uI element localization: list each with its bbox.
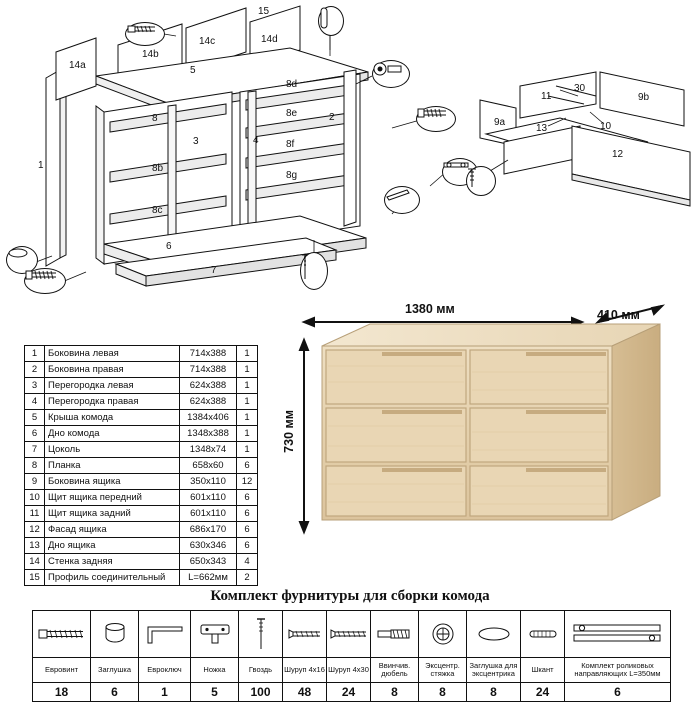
kit-cell-euro-key (139, 611, 191, 658)
part-size: 624x388 (180, 378, 237, 394)
part-qty: 6 (237, 506, 258, 522)
part-size: 350x110 (180, 474, 237, 490)
part-size: 1348x388 (180, 426, 237, 442)
part-qty: 1 (237, 378, 258, 394)
part-label-8a: 8 (152, 113, 158, 124)
part-label-8c: 8c (152, 205, 163, 216)
part-no: 5 (25, 410, 45, 426)
kit-label-11: Комплект роликовых направляющих L=350мм (565, 658, 671, 683)
part-qty: 1 (237, 394, 258, 410)
part-label-3: 3 (193, 136, 199, 147)
euro-screw-icon (38, 627, 86, 641)
table-row (25, 362, 258, 378)
part-qty: 4 (237, 554, 258, 570)
part-label-30: 30 (574, 83, 586, 94)
handle-icon (385, 187, 411, 201)
kit-qty-0: 18 (33, 683, 91, 702)
callout-dowel-icon (318, 6, 344, 36)
kit-label-6: Шуруп 4х30 (327, 658, 371, 683)
table-row (25, 378, 258, 394)
table-row (25, 410, 258, 426)
table-row (25, 554, 258, 570)
table-row (25, 522, 258, 538)
kit-qty-11: 6 (565, 683, 671, 702)
kit-icons-row (33, 611, 671, 658)
part-name: Планка (45, 458, 180, 474)
dresser-photo-block (282, 300, 682, 560)
euro-key-icon (144, 623, 186, 645)
part-size: 1384x406 (180, 410, 237, 426)
table-row (25, 394, 258, 410)
kit-label-9: Заглушка для эксцентрика (467, 658, 521, 683)
table-row (25, 442, 258, 458)
part-qty: 2 (237, 570, 258, 586)
hardware-kit-title: Комплект фурнитуры для сборки комода (210, 588, 490, 604)
part-label-1: 1 (38, 160, 44, 171)
part-qty: 1 (237, 362, 258, 378)
table-row (25, 426, 258, 442)
part-qty: 1 (237, 410, 258, 426)
nail-icon (255, 617, 267, 651)
part-no: 15 (25, 570, 45, 586)
part-label-2: 2 (329, 112, 335, 123)
kit-qty-6: 24 (327, 683, 371, 702)
part-label-5: 5 (190, 65, 196, 76)
screw-4x30-icon (330, 628, 368, 640)
parts-list-table (24, 345, 258, 586)
kit-labels-row (33, 658, 671, 683)
cap-icon (7, 247, 29, 259)
callout-handle-icon (384, 186, 420, 214)
dowel-icon (528, 628, 558, 640)
part-no: 6 (25, 426, 45, 442)
table-row (25, 474, 258, 490)
table-row (25, 506, 258, 522)
kit-cell-cam-lock (419, 611, 467, 658)
part-label-6: 6 (166, 241, 172, 252)
kit-cell-leg (191, 611, 239, 658)
part-no: 8 (25, 458, 45, 474)
kit-label-0: Евровинт (33, 658, 91, 683)
part-no: 1 (25, 346, 45, 362)
part-name: Фасад ящика (45, 522, 180, 538)
kit-qty-1: 6 (91, 683, 139, 702)
part-name: Цоколь (45, 442, 180, 458)
kit-cell-euro-screw (33, 611, 91, 658)
table-row (25, 458, 258, 474)
kit-label-5: Шуруп 4х16 (283, 658, 327, 683)
part-label-8d: 8d (286, 79, 298, 90)
height-dimension-label: 730 мм (282, 410, 296, 453)
part-size: 714x388 (180, 346, 237, 362)
callout-cam-lock-icon (372, 60, 410, 88)
part-qty: 12 (237, 474, 258, 490)
part-name: Крыша комода (45, 410, 180, 426)
kit-label-1: Заглушка (91, 658, 139, 683)
kit-qty-9: 8 (467, 683, 521, 702)
part-qty: 6 (237, 458, 258, 474)
part-label-11: 11 (541, 91, 552, 102)
kit-cell-nail (239, 611, 283, 658)
table-row (25, 490, 258, 506)
kit-cell-screw-4x30 (327, 611, 371, 658)
leg-icon (198, 622, 232, 646)
part-label-14a: 14a (69, 60, 86, 71)
kit-label-4: Гвоздь (239, 658, 283, 683)
part-size: 650x343 (180, 554, 237, 570)
part-size: 630x346 (180, 538, 237, 554)
nail-icon (301, 253, 309, 281)
part-size: 1348x74 (180, 442, 237, 458)
screw2-icon (467, 167, 477, 189)
part-qty: 6 (237, 490, 258, 506)
slide-rail-icon (572, 621, 664, 647)
part-qty: 1 (237, 346, 258, 362)
part-size: 714x388 (180, 362, 237, 378)
depth-dimension-label: 410 мм (597, 308, 640, 322)
part-size: L=662мм (180, 570, 237, 586)
part-label-12: 12 (612, 149, 624, 160)
callout-confirmat-icon (24, 268, 66, 294)
kit-qty-2: 1 (139, 683, 191, 702)
part-label-14d: 14d (261, 34, 278, 45)
screw-icon (126, 23, 158, 35)
part-no: 11 (25, 506, 45, 522)
part-name: Боковина левая (45, 346, 180, 362)
part-label-8g: 8g (286, 170, 298, 181)
kit-label-10: Шкант (521, 658, 565, 683)
euro-screw-icon (417, 107, 449, 119)
part-name: Профиль соединительный (45, 570, 180, 586)
kit-qty-3: 5 (191, 683, 239, 702)
part-no: 10 (25, 490, 45, 506)
kit-cell-screw-4x16 (283, 611, 327, 658)
part-no: 13 (25, 538, 45, 554)
callout-nail-icon (300, 252, 328, 290)
part-no: 7 (25, 442, 45, 458)
dresser-svg (282, 300, 682, 560)
kit-label-7: Ввинчив. дюбель (371, 658, 419, 683)
part-label-15: 15 (258, 6, 270, 17)
kit-cell-slide-rail (565, 611, 671, 658)
kit-cell-cap (91, 611, 139, 658)
part-label-10: 10 (600, 121, 612, 132)
cam-cap-icon (477, 626, 511, 642)
kit-cell-screw-in-dowel (371, 611, 419, 658)
callout-euro-screw-icon (416, 106, 456, 132)
part-qty: 6 (237, 538, 258, 554)
part-name: Дно ящика (45, 538, 180, 554)
screw-4x16-icon (288, 628, 322, 640)
kit-qty-5: 48 (283, 683, 327, 702)
part-name: Перегородка левая (45, 378, 180, 394)
confirmat-icon (25, 269, 59, 281)
part-name: Дно комода (45, 426, 180, 442)
part-label-14b: 14b (142, 49, 159, 60)
part-label-9b: 9b (638, 92, 650, 103)
part-size: 624x388 (180, 394, 237, 410)
part-name: Боковина ящика (45, 474, 180, 490)
part-no: 2 (25, 362, 45, 378)
table-row (25, 570, 258, 586)
kit-label-2: Евроключ (139, 658, 191, 683)
part-no: 9 (25, 474, 45, 490)
part-name: Щит ящика задний (45, 506, 180, 522)
kit-qty-8: 8 (419, 683, 467, 702)
part-name: Стенка задняя (45, 554, 180, 570)
part-name: Щит ящика передний (45, 490, 180, 506)
width-dimension-label: 1380 мм (405, 302, 455, 316)
kit-label-3: Ножка (191, 658, 239, 683)
part-label-14c: 14c (199, 36, 216, 47)
part-label-13: 13 (536, 123, 548, 134)
screw-in-dowel-icon (377, 627, 413, 641)
kit-qty-7: 8 (371, 683, 419, 702)
hardware-kit-table (32, 610, 671, 702)
kit-qty-4: 100 (239, 683, 283, 702)
part-name: Боковина правая (45, 362, 180, 378)
part-label-9a: 9a (494, 117, 506, 128)
part-qty: 6 (237, 522, 258, 538)
part-size: 601x110 (180, 506, 237, 522)
exploded-svg (0, 0, 700, 300)
cam-lock-icon (430, 621, 456, 647)
part-no: 12 (25, 522, 45, 538)
part-label-4: 4 (253, 135, 259, 146)
part-qty: 1 (237, 442, 258, 458)
part-size: 658x60 (180, 458, 237, 474)
part-label-8b: 8b (152, 163, 164, 174)
part-size: 686x170 (180, 522, 237, 538)
kit-qty-10: 24 (521, 683, 565, 702)
exploded-assembly-diagram (0, 0, 700, 300)
part-no: 4 (25, 394, 45, 410)
dowel-icon (319, 7, 329, 29)
callout-screw2-icon (466, 166, 496, 196)
part-no: 14 (25, 554, 45, 570)
cap-icon (102, 623, 128, 645)
kit-cell-cam-cap (467, 611, 521, 658)
part-label-8e: 8e (286, 108, 298, 119)
part-label-8f: 8f (286, 139, 295, 150)
part-no: 3 (25, 378, 45, 394)
cam-lock-icon (373, 61, 403, 77)
callout-screw-icon (125, 22, 165, 46)
kit-cell-dowel (521, 611, 565, 658)
part-label-7: 7 (211, 265, 217, 276)
part-size: 601x110 (180, 490, 237, 506)
kit-qty-row (33, 683, 671, 702)
kit-label-8: Эксцентр. стяжка (419, 658, 467, 683)
slide-rail-icon (443, 159, 469, 171)
table-row (25, 538, 258, 554)
part-qty: 1 (237, 426, 258, 442)
part-name: Перегородка правая (45, 394, 180, 410)
table-row (25, 346, 258, 362)
